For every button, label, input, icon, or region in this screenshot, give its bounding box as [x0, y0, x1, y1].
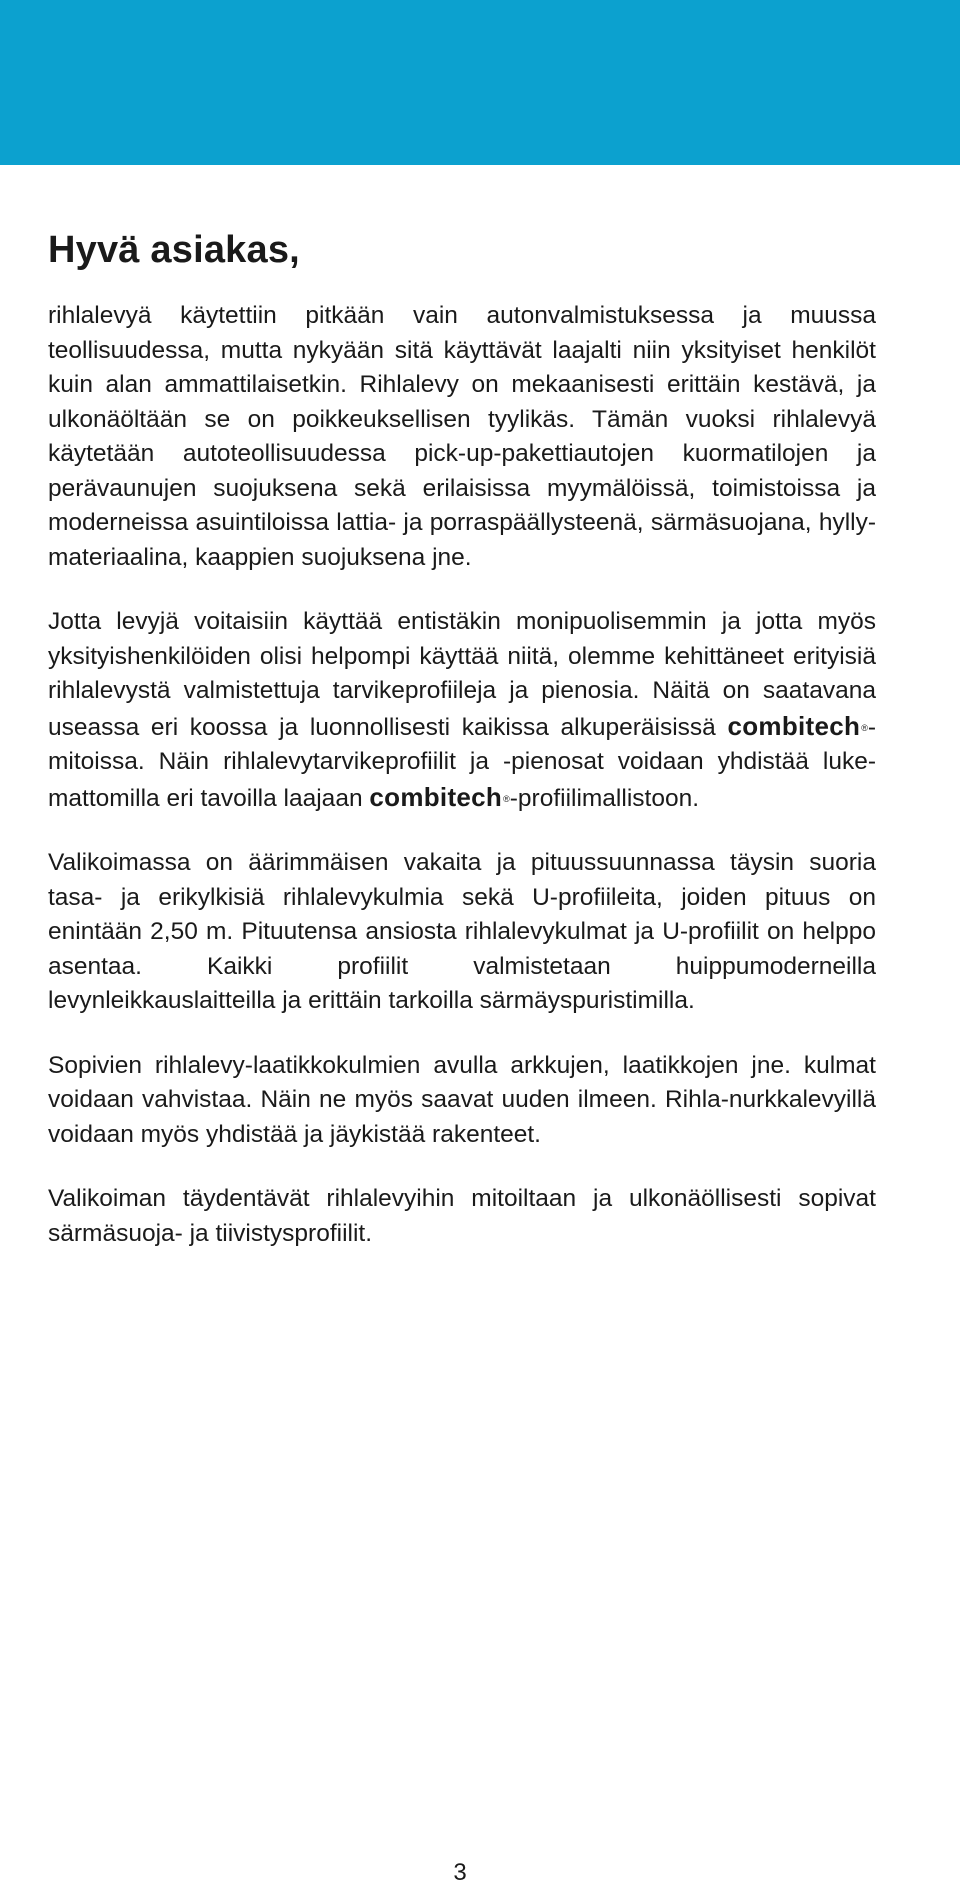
letter-body: [48, 225, 876, 1251]
paragraph-box-corners: Sopivien rihlalevy-laatikkokulmien avulla arkkujen, laatikkojen jne. kulmat voidaan vahvistaa. Näin ne myös saavat uuden ilmeen. Rihla-nurkkalevyillä voidaan myös yhdistää ja jäykistää rakenteet.: [48, 1051, 876, 1148]
registered-mark: ®: [503, 793, 510, 804]
page-number: 3: [453, 1859, 467, 1886]
brand-logo-combitech: combitech: [369, 781, 503, 812]
top-color-band: [0, 0, 960, 165]
brand-logo-combitech: combitech: [727, 710, 861, 741]
paragraph-accessories: [48, 605, 876, 816]
paragraph-accessories-text-1: Jotta levyjä voitaisiin käyttää entistäkin monipuolisemmin ja jotta myös yksityishenkilöiden olisi helpompi käyttää niitä, olemme kehittäneet erityisiä rihlalevystä valmistettuja tarvikeprofiileja ja pienosia. Näitä on saatavana useassa eri koossa ja luonnollisesti kaikissa alkuperäisissä: [48, 608, 876, 741]
registered-mark: ®: [861, 722, 868, 733]
paragraph-edge-profiles: Valikoiman täydentävät rihlalevyihin mitoiltaan ja ulkonäöllisesti sopivat särmäsuoja- ja tiivistysprofiilit.: [48, 1185, 876, 1247]
paragraph-intro: rihlalevyä käytettiin pitkään vain autonvalmistuksessa ja muussa teollisuudessa, mutta nykyään sitä käyttävät laajalti niin yksityiset henkilöt kuin alan ammattilaisetkin. Rihlalevy on mekaanisesti erittäin kestävä, ja ulkonäöltään se on poikkeuksellisen tyylikäs. Tämän vuoksi rihlalevyä käytetään autoteollisuudessa pick-up-pakettiautojen kuormatilojen ja perävaunujen suojuksena sekä erilaisissa myymälöissä, toimistoissa ja moderneissa asuintiloissa lattia- ja porraspäällysteenä, särmäsuojana, hyllymateriaalina, kaappien suojuksena jne.: [48, 302, 876, 571]
greeting-heading: Hyvä asiakas,: [48, 229, 300, 271]
paragraph-accessories-text-2: -mitoissa. Näin rihlalevytarvikeprofiilit ja -pienosat voidaan yhdistää lukemattomilla eri tavoilla laajaan: [48, 713, 876, 812]
paragraph-profiles: Valikoimassa on äärimmäisen vakaita ja pituussuunnassa täysin suoria tasa- ja erikylkisiä rihlalevykulmia sekä U-profiileita, joiden pituus on enintään 2,50 m. Pituutensa ansiosta rihlalevykulmat ja U-profiilit on helppo asentaa. Kaikki profiilit valmistetaan huippumoderneilla levynleikkauslaitteilla ja erittäin tarkoilla särmäyspuristimilla.: [48, 849, 876, 1014]
paragraph-accessories-text-3: -profiilimallistoon.: [509, 784, 700, 812]
